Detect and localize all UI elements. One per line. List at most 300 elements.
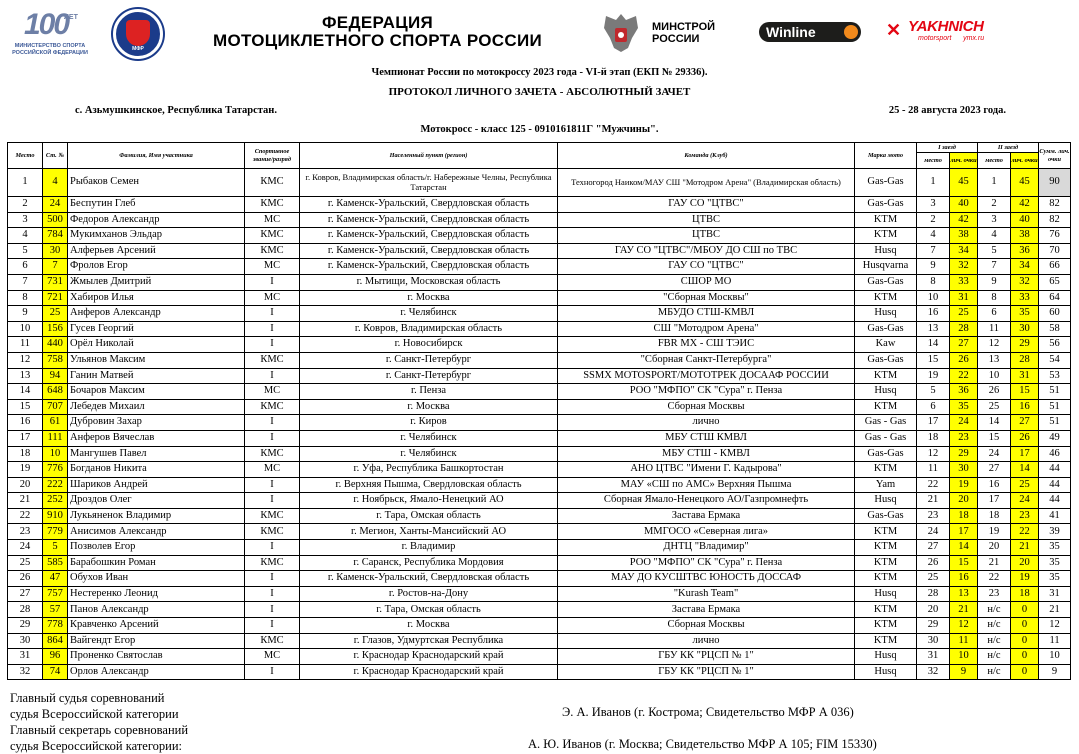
row-race2-place: 6	[978, 306, 1011, 322]
row-team: "Сборная Санкт-Петербурга"	[558, 352, 855, 368]
winline-dot-icon	[844, 25, 858, 39]
judge-title-2: судья Всероссийской категории	[10, 707, 179, 721]
row-name: Дубровин Захар	[68, 415, 245, 431]
row-race1-place: 30	[917, 633, 950, 649]
row-team: СШ "Мотодром Арена"	[558, 321, 855, 337]
row-rank: КМС	[245, 243, 300, 259]
row-race1-place: 28	[917, 586, 950, 602]
row-moto: KTM	[855, 524, 917, 540]
championship-title: Чемпионат России по мотокроссу 2023 года - VI-й этап (ЕКП № 29336).	[371, 67, 708, 78]
row-race2-points: 27	[1011, 415, 1039, 431]
row-total: 35	[1039, 540, 1071, 556]
row-race1-points: 18	[950, 508, 978, 524]
row-total: 31	[1039, 586, 1071, 602]
row-rank: I	[245, 430, 300, 446]
row-name: Федоров Александр	[68, 212, 245, 228]
table-row	[8, 649, 1071, 665]
col-race2-points: лич. очки	[1011, 153, 1039, 169]
row-team: МБУ СТШ КМВЛ	[558, 430, 855, 446]
row-race2-points: 22	[1011, 524, 1039, 540]
row-race1-points: 35	[950, 399, 978, 415]
row-city: г. Тара, Омская область	[300, 508, 558, 524]
row-race1-place: 25	[917, 571, 950, 587]
row-team: ГБУ КК "РЦСП № 1"	[558, 649, 855, 665]
row-rank: МС	[245, 212, 300, 228]
row-race1-place: 6	[917, 399, 950, 415]
row-race2-points: 31	[1011, 368, 1039, 384]
event-location: с. Азьмушкинское, Республика Татарстан.	[75, 105, 277, 116]
row-team: лично	[558, 633, 855, 649]
row-moto: Gas-Gas	[855, 508, 917, 524]
row-name: Мукимханов Эльдар	[68, 228, 245, 244]
row-moto: Husqvarna	[855, 259, 917, 275]
row-total: 35	[1039, 571, 1071, 587]
row-race2-place: 22	[978, 571, 1011, 587]
row-city: г. Каменск-Уральский, Свердловская область	[300, 228, 558, 244]
secretary-block	[10, 722, 188, 754]
table-row	[8, 508, 1071, 524]
secretary-name: А. Ю. Иванов (г. Москва; Свидетельство МФР А 105; FIM 15330)	[528, 737, 877, 751]
row-team: лично	[558, 415, 855, 431]
row-team: ГАУ СО "ЦТВС"	[558, 197, 855, 213]
row-number: 500	[43, 212, 68, 228]
row-moto: Husq	[855, 586, 917, 602]
row-race2-place: 20	[978, 540, 1011, 556]
row-name: Барабошкин Роман	[68, 555, 245, 571]
yakhnich-sub	[918, 35, 984, 42]
row-team: МБУДО СТШ-КМВЛ	[558, 306, 855, 322]
row-city: г. Челябинск	[300, 430, 558, 446]
row-place: 30	[8, 633, 43, 649]
row-team: SSMX MOTOSPORT/МОТОТРЕК ДОСААФ РОССИИ	[558, 368, 855, 384]
row-race1-place: 22	[917, 477, 950, 493]
row-total: 39	[1039, 524, 1071, 540]
row-race2-points: 26	[1011, 430, 1039, 446]
row-race2-place: 27	[978, 462, 1011, 478]
row-total: 35	[1039, 555, 1071, 571]
row-race2-points: 15	[1011, 384, 1039, 400]
col-race2-place: место	[978, 153, 1011, 169]
row-place: 26	[8, 571, 43, 587]
federation-line-1: ФЕДЕРАЦИЯ	[322, 13, 433, 32]
row-race1-points: 25	[950, 306, 978, 322]
row-race1-points: 14	[950, 540, 978, 556]
row-place: 6	[8, 259, 43, 275]
row-race1-points: 34	[950, 243, 978, 259]
row-city: г. Санкт-Петербург	[300, 368, 558, 384]
row-rank: I	[245, 274, 300, 290]
row-race1-points: 19	[950, 477, 978, 493]
row-name: Ганин Матвей	[68, 368, 245, 384]
row-name: Фролов Егор	[68, 259, 245, 275]
row-moto: Husq	[855, 384, 917, 400]
row-race2-place: 21	[978, 555, 1011, 571]
row-race1-place: 5	[917, 384, 950, 400]
row-name: Дроздов Олег	[68, 493, 245, 509]
judge-block	[10, 690, 179, 722]
table-row	[8, 524, 1071, 540]
row-race2-points: 36	[1011, 243, 1039, 259]
row-race2-place: 11	[978, 321, 1011, 337]
col-name: Фамилия, Имя участника	[68, 143, 245, 169]
row-team: СШОР МО	[558, 274, 855, 290]
row-rank: КМС	[245, 524, 300, 540]
row-race2-place: 17	[978, 493, 1011, 509]
row-race2-points: 0	[1011, 649, 1039, 665]
row-name: Анферов Александр	[68, 306, 245, 322]
results-table	[7, 142, 1071, 680]
table-row	[8, 415, 1071, 431]
row-moto: Husq	[855, 649, 917, 665]
row-number: 778	[43, 618, 68, 634]
federation-line-2: МОТОЦИКЛЕТНОГО СПОРТА РОССИИ	[213, 31, 542, 50]
mfr-abbr: МФР	[132, 46, 144, 52]
row-city: г. Челябинск	[300, 446, 558, 462]
row-name: Вайгендт Егор	[68, 633, 245, 649]
row-race1-place: 26	[917, 555, 950, 571]
table-row	[8, 169, 1071, 197]
table-row	[8, 306, 1071, 322]
winline-text: Winline	[766, 24, 816, 40]
row-race1-place: 24	[917, 524, 950, 540]
row-race1-points: 15	[950, 555, 978, 571]
row-race2-place: 16	[978, 477, 1011, 493]
row-race1-place: 10	[917, 290, 950, 306]
row-name: Богданов Никита	[68, 462, 245, 478]
row-race2-points: 35	[1011, 306, 1039, 322]
col-total: Сумм. лич. очки	[1039, 143, 1071, 169]
row-race2-points: 33	[1011, 290, 1039, 306]
table-row	[8, 602, 1071, 618]
row-total: 51	[1039, 415, 1071, 431]
row-rank: МС	[245, 649, 300, 665]
row-number: 707	[43, 399, 68, 415]
row-place: 21	[8, 493, 43, 509]
col-race1-points: лич. очки	[950, 153, 978, 169]
row-place: 24	[8, 540, 43, 556]
row-moto: KTM	[855, 399, 917, 415]
row-moto: Gas-Gas	[855, 446, 917, 462]
row-team: Сборная Москвы	[558, 618, 855, 634]
row-moto: Husq	[855, 306, 917, 322]
row-race1-place: 18	[917, 430, 950, 446]
row-city: г. Ноябрьск, Ямало-Ненецкий АО	[300, 493, 558, 509]
row-rank: КМС	[245, 169, 300, 197]
row-race2-place: 14	[978, 415, 1011, 431]
row-number: 30	[43, 243, 68, 259]
row-rank: I	[245, 493, 300, 509]
row-moto: Gas-Gas	[855, 274, 917, 290]
row-race2-points: 0	[1011, 633, 1039, 649]
row-race1-points: 13	[950, 586, 978, 602]
row-team: АНО ЦТВС "Имени Г. Кадырова"	[558, 462, 855, 478]
row-total: 54	[1039, 352, 1071, 368]
row-city: г. Ковров, Владимирская область	[300, 321, 558, 337]
row-moto: Gas-Gas	[855, 197, 917, 213]
row-team: "Сборная Москвы"	[558, 290, 855, 306]
col-race1-place: место	[917, 153, 950, 169]
row-number: 252	[43, 493, 68, 509]
row-race2-points: 34	[1011, 259, 1039, 275]
row-rank: КМС	[245, 197, 300, 213]
row-race2-place: н/с	[978, 649, 1011, 665]
row-place: 22	[8, 508, 43, 524]
row-race2-place: 1	[978, 169, 1011, 197]
page-header	[0, 0, 1079, 66]
row-race1-points: 33	[950, 274, 978, 290]
row-name: Кравченко Арсений	[68, 618, 245, 634]
russian-eagle-emblem-icon	[596, 10, 646, 54]
row-race1-points: 10	[950, 649, 978, 665]
row-total: 53	[1039, 368, 1071, 384]
row-place: 23	[8, 524, 43, 540]
row-place: 9	[8, 306, 43, 322]
row-race1-place: 1	[917, 169, 950, 197]
protocol-title: ПРОТОКОЛ ЛИЧНОГО ЗАЧЕТА - АБСОЛЮТНЫЙ ЗАЧЕТ	[388, 86, 691, 98]
row-race2-place: 5	[978, 243, 1011, 259]
row-total: 76	[1039, 228, 1071, 244]
row-moto: KTM	[855, 228, 917, 244]
row-moto: KTM	[855, 633, 917, 649]
row-race2-place: 26	[978, 384, 1011, 400]
row-city: г. Москва	[300, 399, 558, 415]
row-total: 11	[1039, 633, 1071, 649]
row-race1-place: 16	[917, 306, 950, 322]
secretary-title-2: судья Всероссийской категории:	[10, 739, 182, 753]
row-race1-points: 40	[950, 197, 978, 213]
row-place: 14	[8, 384, 43, 400]
row-race2-points: 17	[1011, 446, 1039, 462]
row-total: 41	[1039, 508, 1071, 524]
row-race1-points: 32	[950, 259, 978, 275]
row-team: "Kurash Team"	[558, 586, 855, 602]
row-team: Сборная Ямало-Ненецкого АО/Газпромнефть	[558, 493, 855, 509]
row-place: 10	[8, 321, 43, 337]
row-race2-points: 19	[1011, 571, 1039, 587]
row-moto: KTM	[855, 571, 917, 587]
row-total: 21	[1039, 602, 1071, 618]
table-row	[8, 462, 1071, 478]
row-race1-points: 28	[950, 321, 978, 337]
row-race1-place: 3	[917, 197, 950, 213]
row-rank: МС	[245, 290, 300, 306]
row-total: 44	[1039, 462, 1071, 478]
row-total: 44	[1039, 477, 1071, 493]
row-race1-place: 4	[917, 228, 950, 244]
col-place: Место	[8, 143, 43, 169]
row-race2-points: 16	[1011, 399, 1039, 415]
row-city: г. Пенза	[300, 384, 558, 400]
minstroy-line-2: РОССИИ	[652, 33, 700, 45]
row-place: 29	[8, 618, 43, 634]
row-team: Застава Ермака	[558, 602, 855, 618]
row-city: г. Мегион, Ханты-Мансийский АО	[300, 524, 558, 540]
row-race2-points: 14	[1011, 462, 1039, 478]
row-race2-points: 0	[1011, 602, 1039, 618]
row-race1-place: 15	[917, 352, 950, 368]
row-moto: KTM	[855, 540, 917, 556]
row-name: Нестеренко Леонид	[68, 586, 245, 602]
row-race2-place: 12	[978, 337, 1011, 353]
table-row	[8, 633, 1071, 649]
table-row	[8, 540, 1071, 556]
row-rank: I	[245, 477, 300, 493]
row-total: 56	[1039, 337, 1071, 353]
secretary-title-1: Главный секретарь соревнований	[10, 723, 189, 737]
row-name: Позволев Егор	[68, 540, 245, 556]
row-team: Техногород Наиком/МАУ СШ "Мотодром Арена" (Владимирская область)	[558, 169, 855, 197]
row-name: Обухов Иван	[68, 571, 245, 587]
row-race2-points: 18	[1011, 586, 1039, 602]
row-race2-points: 29	[1011, 337, 1039, 353]
row-number: 4	[43, 169, 68, 197]
row-total: 82	[1039, 212, 1071, 228]
row-race1-place: 2	[917, 212, 950, 228]
row-number: 721	[43, 290, 68, 306]
row-place: 27	[8, 586, 43, 602]
row-team: РОО "МФПО" СК "Сура" г. Пенза	[558, 555, 855, 571]
table-row	[8, 446, 1071, 462]
row-race1-points: 26	[950, 352, 978, 368]
row-race1-points: 36	[950, 384, 978, 400]
row-race1-points: 45	[950, 169, 978, 197]
yakhnich-logo	[886, 18, 996, 48]
row-city: г. Каменск-Уральский, Свердловская область	[300, 197, 558, 213]
row-race1-place: 12	[917, 446, 950, 462]
row-team: ДНТЦ "Владимир"	[558, 540, 855, 556]
row-rank: I	[245, 571, 300, 587]
row-race1-place: 20	[917, 602, 950, 618]
row-place: 5	[8, 243, 43, 259]
row-name: Панов Александр	[68, 602, 245, 618]
row-rank: КМС	[245, 555, 300, 571]
row-name: Алферьев Арсений	[68, 243, 245, 259]
row-race2-points: 21	[1011, 540, 1039, 556]
row-total: 51	[1039, 384, 1071, 400]
row-total: 58	[1039, 321, 1071, 337]
mfr-emblem-logo	[113, 9, 163, 59]
row-place: 31	[8, 649, 43, 665]
row-rank: I	[245, 540, 300, 556]
row-race2-points: 38	[1011, 228, 1039, 244]
table-row	[8, 337, 1071, 353]
row-moto: Husq	[855, 243, 917, 259]
row-number: 864	[43, 633, 68, 649]
row-moto: KTM	[855, 368, 917, 384]
row-race1-points: 12	[950, 618, 978, 634]
row-name: Лукьяненок Владимир	[68, 508, 245, 524]
row-race2-points: 25	[1011, 477, 1039, 493]
row-moto: KTM	[855, 602, 917, 618]
row-rank: МС	[245, 462, 300, 478]
row-total: 44	[1039, 493, 1071, 509]
row-race1-place: 23	[917, 508, 950, 524]
col-race-1: I заезд	[917, 143, 978, 153]
row-city: г. Челябинск	[300, 306, 558, 322]
row-number: 731	[43, 274, 68, 290]
row-city: г. Мытищи, Московская область	[300, 274, 558, 290]
row-total: 66	[1039, 259, 1071, 275]
row-number: 74	[43, 664, 68, 680]
row-moto: KTM	[855, 290, 917, 306]
row-moto: Gas - Gas	[855, 415, 917, 431]
row-rank: I	[245, 602, 300, 618]
table-row	[8, 493, 1071, 509]
row-number: 156	[43, 321, 68, 337]
row-moto: Gas - Gas	[855, 430, 917, 446]
row-name: Жмылев Дмитрий	[68, 274, 245, 290]
table-row	[8, 571, 1071, 587]
row-race2-place: 19	[978, 524, 1011, 540]
row-team: ММГОСО «Северная лига»	[558, 524, 855, 540]
winline-logo	[759, 22, 861, 42]
row-number: 57	[43, 602, 68, 618]
row-city: г. Краснодар Краснодарский край	[300, 649, 558, 665]
row-city: г. Тара, Омская область	[300, 602, 558, 618]
row-moto: KTM	[855, 618, 917, 634]
row-team: Застава Ермака	[558, 508, 855, 524]
row-rank: I	[245, 321, 300, 337]
table-row	[8, 228, 1071, 244]
row-total: 64	[1039, 290, 1071, 306]
table-row	[8, 430, 1071, 446]
table-row	[8, 555, 1071, 571]
row-name: Анисимов Александр	[68, 524, 245, 540]
yakhnich-name: YAKHNICH	[908, 18, 984, 35]
row-race1-points: 9	[950, 664, 978, 680]
row-race2-points: 20	[1011, 555, 1039, 571]
row-moto: KTM	[855, 555, 917, 571]
row-race2-place: 23	[978, 586, 1011, 602]
yakhnich-mark-icon: ✕	[886, 20, 902, 40]
row-race2-points: 28	[1011, 352, 1039, 368]
row-number: 779	[43, 524, 68, 540]
row-place: 20	[8, 477, 43, 493]
row-race1-points: 31	[950, 290, 978, 306]
yakhnich-sub-text: motorsport	[918, 35, 952, 42]
row-city: г. Каменск-Уральский, Свердловская область	[300, 259, 558, 275]
row-rank: КМС	[245, 446, 300, 462]
row-moto: Gas-Gas	[855, 321, 917, 337]
row-race1-place: 29	[917, 618, 950, 634]
row-name: Орлов Александр	[68, 664, 245, 680]
row-rank: КМС	[245, 633, 300, 649]
row-city: г. Новосибирск	[300, 337, 558, 353]
row-race1-points: 38	[950, 228, 978, 244]
row-place: 7	[8, 274, 43, 290]
logo-100-caption: МИНИСТЕРСТВО СПОРТА РОССИЙСКОЙ ФЕДЕРАЦИИ	[12, 43, 88, 56]
row-race1-place: 27	[917, 540, 950, 556]
results-body	[8, 169, 1071, 680]
table-row	[8, 618, 1071, 634]
row-number: 585	[43, 555, 68, 571]
table-row	[8, 212, 1071, 228]
row-race1-points: 27	[950, 337, 978, 353]
row-rank: I	[245, 618, 300, 634]
row-number: 96	[43, 649, 68, 665]
row-team: ГАУ СО "ЦТВС"/МБОУ ДО СШ по ТВС	[558, 243, 855, 259]
row-city: г. Владимир	[300, 540, 558, 556]
row-city: г. Верхняя Пышма, Свердловская область	[300, 477, 558, 493]
row-city: г. Ковров, Владимирская область/г. Набережные Челны, Республика Татарстан	[300, 169, 558, 197]
row-team: Сборная Москвы	[558, 399, 855, 415]
row-race1-place: 9	[917, 259, 950, 275]
row-race2-place: 8	[978, 290, 1011, 306]
row-team: ГАУ СО "ЦТВС"	[558, 259, 855, 275]
row-place: 25	[8, 555, 43, 571]
row-moto: Yam	[855, 477, 917, 493]
row-place: 16	[8, 415, 43, 431]
